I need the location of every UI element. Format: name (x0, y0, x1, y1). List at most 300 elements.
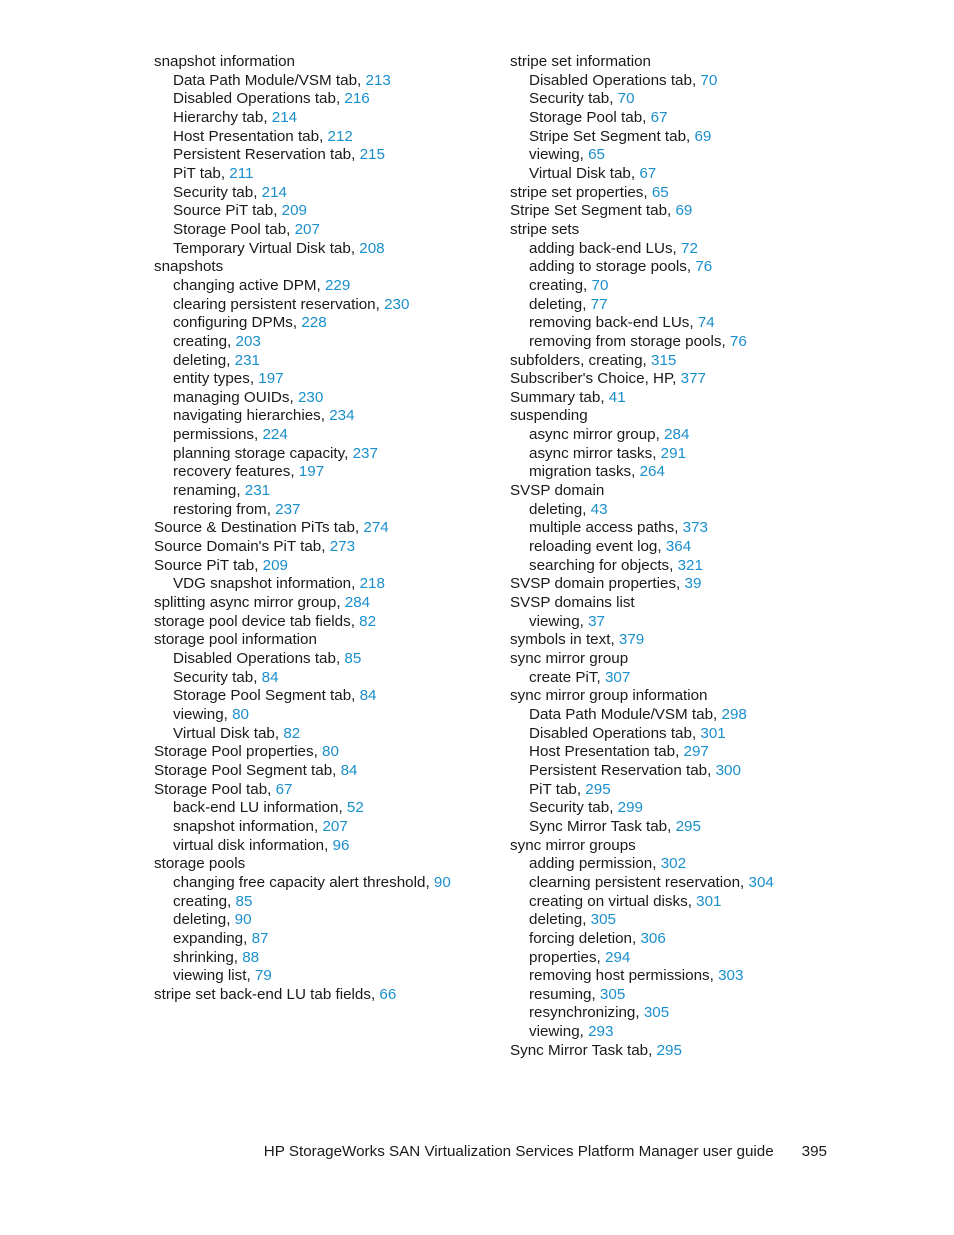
index-subentry: Security tab, 70 (529, 90, 635, 108)
index-term: changing active DPM (173, 276, 317, 294)
page-reference-link[interactable]: 197 (298, 463, 325, 481)
page-reference-link[interactable]: 301 (700, 724, 726, 742)
index-subentry: reloading event log, 364 (529, 538, 692, 556)
index-term: Persistent Reservation tab (529, 761, 708, 779)
index-entry (510, 594, 840, 613)
index-term: recovery features (173, 463, 291, 481)
index-subentry: Storage Pool Segment tab, 84 (173, 687, 377, 705)
index-term: async mirror tasks (529, 444, 653, 462)
index-term: navigating hierarchies (173, 407, 321, 425)
index-subentry: create PiT, 307 (529, 668, 631, 686)
page-reference-link[interactable]: 67 (275, 780, 293, 798)
page-reference-link[interactable]: 84 (261, 668, 279, 686)
index-term: Disabled Operations tab (173, 650, 336, 667)
index-subentry: deleting, 77 (529, 295, 608, 313)
page-reference-link[interactable]: 229 (324, 276, 351, 294)
page-reference-link[interactable]: 321 (677, 556, 703, 574)
index-term: removing back-end LUs (529, 314, 690, 332)
index-term: Virtual Disk tab (173, 724, 275, 742)
index-term: clearning persistent reservation (529, 873, 741, 891)
page-reference-link[interactable]: 305 (599, 985, 626, 1003)
index-term: VDG snapshot information (173, 575, 352, 593)
index-term: viewing list (173, 967, 247, 985)
index-subentry: clearning persistent reservation, 304 (529, 873, 774, 891)
page-reference-link[interactable]: 299 (617, 799, 643, 817)
index-entry: Source PiT tab, 209 (154, 556, 288, 574)
index-term: Temporary Virtual Disk tab (173, 239, 351, 257)
index-term: Persistent Reservation tab (173, 146, 352, 164)
index-entry: Summary tab, 41 (510, 388, 626, 406)
page-reference-link[interactable]: 284 (664, 426, 690, 444)
page-reference-link[interactable]: 197 (258, 370, 284, 388)
page-reference-link[interactable]: 218 (359, 575, 385, 593)
index-term: deleting (173, 351, 227, 369)
index-subentry: creating on virtual disks, 301 (529, 892, 722, 910)
index-term: Security tab (173, 183, 254, 201)
index-term: removing from storage pools (529, 332, 722, 350)
index-entry (510, 837, 840, 856)
page-reference-link[interactable]: 65 (588, 146, 606, 164)
index-subentry: Host Presentation tab, 297 (529, 743, 709, 761)
page-reference-link[interactable]: 373 (682, 519, 708, 537)
index-subentry: removing host permissions, 303 (529, 967, 744, 985)
index-term: Subscriber's Choice, HP (510, 370, 673, 388)
index-entry (154, 855, 499, 874)
index-entry: Source Domain's PiT tab, 273 (154, 538, 356, 556)
index-term: Source Domain's PiT tab (154, 538, 322, 556)
index-entry: stripe set properties, 65 (510, 183, 669, 201)
page-reference-link[interactable]: 273 (329, 538, 356, 556)
index-term: Disabled Operations tab (173, 90, 336, 108)
index-subentry: Data Path Module/VSM tab, 213 (173, 71, 391, 89)
page-reference-link[interactable]: 69 (675, 202, 693, 220)
page-reference-link[interactable]: 294 (605, 948, 631, 966)
page-reference-link[interactable]: 70 (591, 276, 609, 294)
index-subentry: entity types, 197 (173, 370, 284, 388)
index-term: suspending (510, 407, 588, 425)
index-subentry: deleting, 90 (173, 911, 252, 929)
index-term: Summary tab (510, 388, 601, 406)
index-term: Stripe Set Segment tab (529, 127, 687, 145)
index-subentry: Virtual Disk tab, 82 (173, 724, 301, 742)
index-term: sync mirror group information (510, 687, 708, 705)
page-reference-link[interactable]: 70 (700, 71, 718, 89)
index-subentry: virtual disk information, 96 (173, 836, 350, 854)
page-reference-link[interactable]: 209 (262, 556, 288, 574)
page-reference-link[interactable]: 214 (261, 183, 287, 201)
page-reference-link[interactable]: 379 (618, 631, 645, 649)
page-reference-link[interactable]: 230 (297, 388, 324, 406)
index-entry: stripe set back-end LU tab fields, 66 (154, 985, 397, 1003)
index-term: stripe set properties (510, 183, 644, 201)
index-subentry: Disabled Operations tab, 301 (529, 724, 726, 742)
page-reference-link[interactable]: 43 (590, 500, 608, 518)
footer-title: HP StorageWorks SAN Virtualization Services Platform Manager user guide (263, 1143, 774, 1160)
page-reference-link[interactable]: 85 (235, 892, 253, 910)
page-reference-link[interactable]: 207 (294, 220, 320, 238)
index-subentry: properties, 294 (529, 948, 631, 966)
page-reference-link[interactable]: 203 (235, 332, 261, 350)
page-reference-link[interactable]: 41 (608, 388, 626, 406)
page-reference-link[interactable]: 74 (697, 314, 715, 332)
index-subentry: adding back-end LUs, 72 (529, 239, 698, 257)
index-subentry: changing free capacity alert threshold, 90 (173, 873, 451, 891)
index-term: sync mirror groups (510, 836, 636, 854)
page-reference-link[interactable]: 84 (340, 761, 358, 779)
index-subentry: Temporary Virtual Disk tab, 208 (173, 239, 385, 257)
index-term: Disabled Operations tab (529, 724, 692, 742)
index-subentry: permissions, 224 (173, 426, 288, 444)
index-entry (154, 53, 499, 72)
page-footer (0, 1143, 827, 1160)
index-subentry: viewing, 65 (529, 146, 606, 164)
page-reference-link[interactable]: 304 (748, 873, 774, 891)
index-term: PiT tab (529, 780, 577, 798)
index-subentry: PiT tab, 295 (529, 780, 611, 798)
index-term: Sync Mirror Task tab (510, 1041, 649, 1059)
index-term: renaming (173, 482, 237, 500)
index-term: Storage Pool Segment tab (173, 687, 352, 705)
page-reference-link[interactable]: 88 (242, 948, 260, 966)
index-term: adding back-end LUs (529, 239, 673, 257)
index-term: stripe sets (510, 220, 580, 238)
index-term: Security tab (529, 799, 610, 817)
page-reference-link[interactable]: 215 (359, 146, 385, 164)
page-reference-link[interactable]: 211 (229, 164, 254, 182)
page-reference-link[interactable]: 295 (675, 817, 701, 835)
index-subentry: multiple access paths, 373 (529, 519, 708, 537)
page-reference-link[interactable]: 212 (327, 127, 353, 145)
index-subentry: Source PiT tab, 209 (173, 202, 307, 220)
index-entry: SVSP domain properties, 39 (510, 575, 702, 593)
page-reference-link[interactable]: 237 (275, 500, 301, 518)
index-subentry: creating, 203 (173, 332, 261, 350)
page-reference-link[interactable]: 69 (694, 127, 712, 145)
index-term: storage pool device tab fields (154, 612, 351, 630)
page-reference-link[interactable]: 82 (283, 724, 301, 742)
index-term: configuring DPMs (173, 314, 293, 332)
index-entry: splitting async mirror group, 284 (154, 594, 371, 612)
index-term: reloading event log (529, 538, 658, 556)
index-term: Storage Pool tab (154, 780, 268, 798)
index-term: create PiT (529, 668, 597, 686)
index-term: Host Presentation tab (173, 127, 320, 145)
index-subentry: shrinking, 88 (173, 948, 260, 966)
index-subentry: resynchronizing, 305 (529, 1004, 670, 1022)
index-term: Disabled Operations tab (529, 71, 692, 89)
index-subentry: VDG snapshot information, 218 (173, 575, 385, 593)
index-subentry: creating, 70 (529, 276, 609, 294)
index-subentry: restoring from, 237 (173, 500, 301, 518)
page-reference-link[interactable]: 96 (332, 836, 350, 854)
index-subentry: recovery features, 197 (173, 463, 325, 481)
page-reference-link[interactable]: 208 (359, 239, 385, 257)
index-term: multiple access paths (529, 519, 675, 537)
index-subentry: PiT tab, 211 (173, 164, 254, 182)
index-subentry: back-end LU information, 52 (173, 799, 364, 817)
index-subentry: Persistent Reservation tab, 215 (173, 146, 385, 164)
index-subentry: snapshot information, 207 (173, 817, 348, 835)
index-subentry: creating, 85 (173, 892, 253, 910)
page-reference-link[interactable]: 37 (588, 612, 606, 630)
index-subentry: deleting, 231 (173, 351, 260, 369)
page-reference-link[interactable]: 293 (588, 1023, 614, 1041)
page-reference-link[interactable]: 77 (590, 295, 608, 313)
page-reference-link[interactable]: 67 (639, 164, 657, 182)
index-term: entity types (173, 370, 250, 388)
index-subentry: adding to storage pools, 76 (529, 258, 713, 276)
page-reference-link[interactable]: 274 (363, 519, 389, 537)
index-term: viewing (529, 146, 580, 164)
index-term: Storage Pool tab (529, 108, 643, 126)
index-entry (154, 631, 499, 650)
page-reference-link[interactable]: 315 (651, 351, 677, 369)
index-entry (510, 407, 840, 426)
index-column-right (510, 53, 840, 1060)
index-term: deleting (529, 500, 583, 518)
page-reference-link[interactable]: 230 (384, 295, 410, 313)
index-subentry: Hierarchy tab, 214 (173, 108, 298, 126)
page-reference-link[interactable]: 90 (234, 911, 252, 929)
index-term: planning storage capacity (173, 444, 345, 462)
index-term: splitting async mirror group (154, 594, 337, 612)
index-term: Security tab (173, 668, 254, 686)
page-reference-link[interactable]: 231 (234, 351, 260, 369)
index-entry (510, 482, 840, 501)
page-reference-link[interactable]: 307 (604, 668, 631, 686)
index-term: deleting (529, 911, 583, 929)
index-term: Virtual Disk tab (529, 164, 631, 182)
page-reference-link[interactable]: 295 (656, 1041, 682, 1059)
index-term: snapshot information (154, 53, 295, 70)
index-subentry: removing back-end LUs, 74 (529, 314, 715, 332)
index-entry: Storage Pool properties, 80 (154, 743, 339, 761)
index-subentry: viewing, 80 (173, 705, 250, 723)
index-term: sync mirror group (510, 650, 629, 667)
index-entry (510, 650, 840, 669)
footer-page-number: 395 (801, 1143, 827, 1160)
index-entry: subfolders, creating, 315 (510, 351, 677, 369)
index-term: Source PiT tab (154, 556, 255, 574)
index-term: Data Path Module/VSM tab (529, 705, 714, 723)
index-term: subfolders, creating (510, 351, 643, 369)
index-term: deleting (529, 295, 583, 313)
index-term: expanding (173, 929, 244, 947)
index-term: creating on virtual disks (529, 892, 688, 910)
page-reference-link[interactable]: 87 (251, 929, 269, 947)
index-term: permissions (173, 426, 255, 444)
index-subentry: searching for objects, 321 (529, 556, 703, 574)
index-subentry: navigating hierarchies, 234 (173, 407, 355, 425)
page-reference-link[interactable]: 213 (365, 71, 391, 89)
index-subentry: Security tab, 84 (173, 668, 279, 686)
page-reference-link[interactable]: 52 (346, 799, 364, 817)
page-reference-link[interactable]: 305 (590, 911, 616, 929)
index-entry: Storage Pool tab, 67 (154, 780, 293, 798)
page-reference-link[interactable]: 65 (651, 183, 669, 201)
index-subentry: Virtual Disk tab, 67 (529, 164, 657, 182)
index-term: changing free capacity alert threshold (173, 873, 426, 891)
page-reference-link[interactable]: 90 (433, 873, 451, 891)
page-reference-link[interactable]: 298 (721, 705, 747, 723)
index-term: Security tab (529, 90, 610, 108)
index-subentry: forcing deletion, 306 (529, 929, 666, 947)
index-subentry: removing from storage pools, 76 (529, 332, 747, 350)
index-entry (154, 258, 499, 277)
index-term: removing host permissions (529, 967, 710, 985)
index-subentry: Storage Pool tab, 207 (173, 220, 320, 238)
index-subentry: managing OUIDs, 230 (173, 388, 324, 406)
index-term: properties (529, 948, 597, 966)
page-reference-link[interactable]: 302 (660, 855, 687, 873)
page-reference-link[interactable]: 76 (729, 332, 747, 350)
index-term: Storage Pool Segment tab (154, 761, 333, 779)
page-reference-link[interactable]: 264 (639, 463, 665, 481)
page-reference-link[interactable]: 66 (379, 985, 397, 1003)
index-term: Sync Mirror Task tab (529, 817, 668, 835)
index-subentry: planning storage capacity, 237 (173, 444, 378, 462)
index-term: Storage Pool tab (173, 220, 287, 238)
index-entry (510, 221, 840, 240)
index-subentry: Security tab, 299 (529, 799, 643, 817)
index-term: virtual disk information (173, 836, 325, 854)
index-subentry: Disabled Operations tab, 216 (173, 90, 370, 108)
index-subentry: Host Presentation tab, 212 (173, 127, 353, 145)
page-reference-link[interactable]: 228 (301, 314, 327, 332)
index-subentry: Stripe Set Segment tab, 69 (529, 127, 712, 145)
page-reference-link[interactable]: 284 (344, 594, 371, 612)
index-term: back-end LU information (173, 799, 339, 817)
index-term: SVSP domains list (510, 594, 635, 612)
page-reference-link[interactable]: 297 (683, 743, 709, 761)
index-term: Host Presentation tab (529, 743, 676, 761)
index-subentry: async mirror group, 284 (529, 426, 690, 444)
index-term: storage pools (154, 855, 246, 873)
page-reference-link[interactable]: 300 (715, 761, 741, 779)
index-subentry: renaming, 231 (173, 482, 271, 500)
index-term: restoring from (173, 500, 267, 518)
page-reference-link[interactable]: 224 (262, 426, 288, 444)
page-reference-link[interactable]: 214 (271, 108, 298, 126)
index-entry: Subscriber's Choice, HP, 377 (510, 370, 706, 388)
index-subentry: clearing persistent reservation, 230 (173, 295, 410, 313)
page-reference-link[interactable]: 67 (650, 108, 668, 126)
index-term: snapshot information (173, 817, 314, 835)
index-term: PiT tab (173, 164, 221, 182)
index-term: adding permission (529, 855, 653, 873)
index-term: async mirror group (529, 426, 656, 444)
index-term: creating (173, 892, 228, 910)
index-term: Stripe Set Segment tab (510, 202, 668, 220)
page-reference-link[interactable]: 306 (640, 929, 666, 947)
page-reference-link[interactable]: 305 (643, 1004, 670, 1022)
index-term: Data Path Module/VSM tab (173, 71, 358, 89)
index-subentry: configuring DPMs, 228 (173, 314, 327, 332)
page-reference-link[interactable]: 80 (232, 705, 250, 723)
page-reference-link[interactable]: 291 (660, 444, 687, 462)
index-subentry: resuming, 305 (529, 985, 626, 1003)
index-entry (510, 53, 840, 72)
index-subentry: Data Path Module/VSM tab, 298 (529, 705, 747, 723)
index-term: searching for objects (529, 556, 670, 574)
index-subentry: viewing, 37 (529, 612, 606, 630)
index-term: viewing (529, 612, 580, 630)
index-column-left (154, 53, 499, 1004)
page-reference-link[interactable]: 85 (344, 650, 362, 667)
page-reference-link[interactable]: 70 (617, 90, 635, 108)
index-subentry: viewing, 293 (529, 1023, 614, 1041)
index-subentry: Sync Mirror Task tab, 295 (529, 817, 701, 835)
index-term: storage pool information (154, 631, 317, 649)
page-reference-link[interactable]: 39 (684, 575, 702, 593)
index-subentry: Disabled Operations tab, 85 (173, 650, 362, 667)
index-term: viewing (529, 1023, 580, 1041)
index-subentry: changing active DPM, 229 (173, 276, 351, 294)
index-term: migration tasks (529, 463, 632, 481)
index-term: managing OUIDs (173, 388, 290, 406)
page-reference-link[interactable]: 303 (718, 967, 744, 985)
index-term: SVSP domain properties (510, 575, 677, 593)
index-term: Source PiT tab (173, 202, 274, 220)
index-subentry: viewing list, 79 (173, 967, 272, 985)
index-subentry: deleting, 305 (529, 911, 616, 929)
page-reference-link[interactable]: 80 (322, 743, 339, 761)
index-subentry: expanding, 87 (173, 929, 269, 947)
index-term: clearing persistent reservation (173, 295, 376, 313)
index-subentry: Storage Pool tab, 67 (529, 108, 668, 126)
index-entry: Storage Pool Segment tab, 84 (154, 761, 358, 779)
page-reference-link[interactable]: 295 (585, 780, 611, 798)
index-entry: Sync Mirror Task tab, 295 (510, 1041, 682, 1059)
index-subentry: async mirror tasks, 291 (529, 444, 687, 462)
index-term: Storage Pool properties (154, 743, 314, 761)
page-reference-link[interactable]: 84 (359, 687, 377, 705)
page-reference-link[interactable]: 79 (254, 967, 272, 985)
page-reference-link[interactable]: 231 (244, 482, 271, 500)
index-term: creating (173, 332, 228, 350)
index-entry: storage pool device tab fields, 82 (154, 612, 377, 630)
index-entry (510, 687, 840, 706)
page-reference-link[interactable]: 364 (665, 538, 692, 556)
index-term: creating (529, 276, 584, 294)
page-reference-link[interactable]: 216 (344, 90, 370, 108)
page-reference-link[interactable]: 76 (695, 258, 713, 276)
index-subentry: Disabled Operations tab, 70 (529, 71, 718, 89)
index-term: adding to storage pools (529, 258, 687, 276)
index-entry: Stripe Set Segment tab, 69 (510, 202, 693, 220)
page-reference-link[interactable]: 234 (329, 407, 355, 425)
index-subentry: Security tab, 214 (173, 183, 287, 201)
index-subentry: migration tasks, 264 (529, 463, 665, 481)
page-reference-link[interactable]: 301 (696, 892, 722, 910)
page-reference-link[interactable]: 72 (681, 239, 698, 257)
page-reference-link[interactable]: 207 (322, 817, 348, 835)
index-term: Source & Destination PiTs tab (154, 519, 355, 537)
page-reference-link[interactable]: 82 (359, 612, 377, 630)
page-reference-link[interactable]: 377 (680, 370, 706, 388)
index-term: viewing (173, 705, 224, 723)
index-term: snapshots (154, 258, 224, 276)
index-term: stripe set information (510, 53, 651, 70)
index-subentry: Persistent Reservation tab, 300 (529, 761, 741, 779)
page-reference-link[interactable]: 209 (281, 202, 307, 220)
index-term: forcing deletion (529, 929, 633, 947)
index-term: Hierarchy tab (173, 108, 264, 126)
index-entry: symbols in text, 379 (510, 631, 645, 649)
index-subentry: deleting, 43 (529, 500, 608, 518)
index-term: shrinking (173, 948, 234, 966)
page-reference-link[interactable]: 237 (352, 444, 378, 462)
